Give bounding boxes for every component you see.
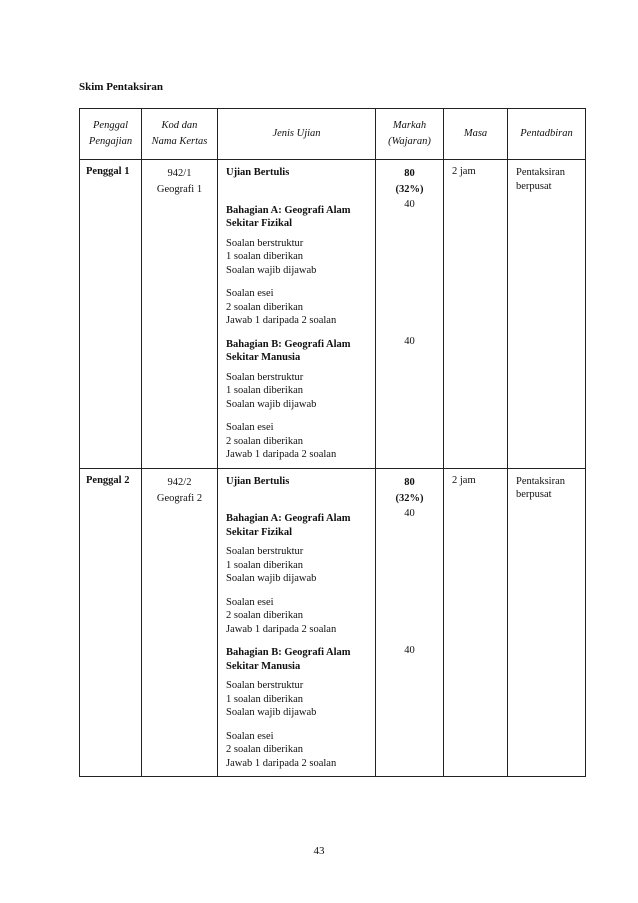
section-title-a: Bahagian A: Geografi Alam xyxy=(226,204,351,216)
kod-cell xyxy=(142,468,218,777)
markah-total: 80 xyxy=(404,168,415,179)
paper-name: Geografi 2 xyxy=(156,492,203,504)
pentadbiran-cell: Pentaksiran berpusat xyxy=(508,160,586,469)
paper-name: Geografi 1 xyxy=(156,184,203,195)
page-number: 43 xyxy=(313,845,325,857)
markah-cell xyxy=(376,160,444,469)
markah-total: 80 xyxy=(404,476,415,488)
paper-code: 942/2 xyxy=(167,476,192,488)
section-title-a: Bahagian A: Geografi Alam xyxy=(226,513,351,524)
header-masa: Masa xyxy=(444,109,508,160)
markah-section-b: 40 xyxy=(404,644,415,656)
jenis-cell: Ujian Bertulis Bahagian A: Geografi Alam Sekitar Fizikal Soalan berstruktur 1 soalan diberikan Soalan wajib dijawab Soalan esei 2 soalan diberikan Jawab 1 daripada 2 soalan Bahagian B: Geografi Alam Sekitar Manusia Soalan berstruktur 1 soalan diberikan Soalan wajib dijawab Soalan esei 2 soalan diberikan Jawab 1 daripada 2 soalan xyxy=(218,160,376,469)
struktur-line: Soalan berstruktur xyxy=(226,237,304,249)
markah-cell xyxy=(376,468,444,777)
markah-weight: (32%) xyxy=(395,492,424,504)
pentadbiran-cell: Pentaksiran berpusat xyxy=(508,468,586,777)
kod-cell xyxy=(142,160,218,469)
header-penggal: Penggal Pengajian xyxy=(80,109,142,160)
markah-section-a: 40 xyxy=(404,199,415,210)
penggal-cell: Penggal 2 xyxy=(80,468,142,777)
header-jenis: Jenis Ujian xyxy=(218,109,376,160)
masa-cell: 2 jam xyxy=(444,468,508,777)
paper-code: 942/1 xyxy=(167,168,192,179)
markah-weight: (32%) xyxy=(395,184,424,195)
exam-type: Ujian Bertulis xyxy=(226,167,290,178)
header-pentadbiran: Pentadbiran xyxy=(508,109,586,160)
exam-type: Ujian Bertulis xyxy=(226,475,290,487)
esei-line: Soalan esei xyxy=(226,288,274,299)
assessment-table xyxy=(79,108,586,777)
table-row xyxy=(80,160,586,469)
penggal-cell: Penggal 1 xyxy=(80,160,142,469)
markah-section-a: 40 xyxy=(404,507,415,519)
section-title: Skim Pentaksiran xyxy=(79,81,164,93)
header-kod: Kod dan Nama Kertas xyxy=(142,109,218,160)
section-title-b: Bahagian B: Geografi Alam xyxy=(226,338,351,350)
section-title-b: Bahagian B: Geografi Alam xyxy=(226,647,351,658)
markah-section-b: 40 xyxy=(404,336,415,347)
jenis-cell: Ujian Bertulis Bahagian A: Geografi Alam Sekitar Fizikal Soalan berstruktur 1 soalan diberikan Soalan wajib dijawab Soalan esei 2 soalan diberikan Jawab 1 daripada 2 soalan Bahagian B: Geografi Alam Sekitar Manusia Soalan berstruktur 1 soalan diberikan Soalan wajib dijawab Soalan esei 2 soalan diberikan Jawab 1 daripada 2 soalan xyxy=(218,468,376,777)
table-row xyxy=(80,468,586,777)
header-markah: Markah (Wajaran) xyxy=(376,109,444,160)
header-row xyxy=(80,109,586,160)
masa-cell: 2 jam xyxy=(444,160,508,469)
